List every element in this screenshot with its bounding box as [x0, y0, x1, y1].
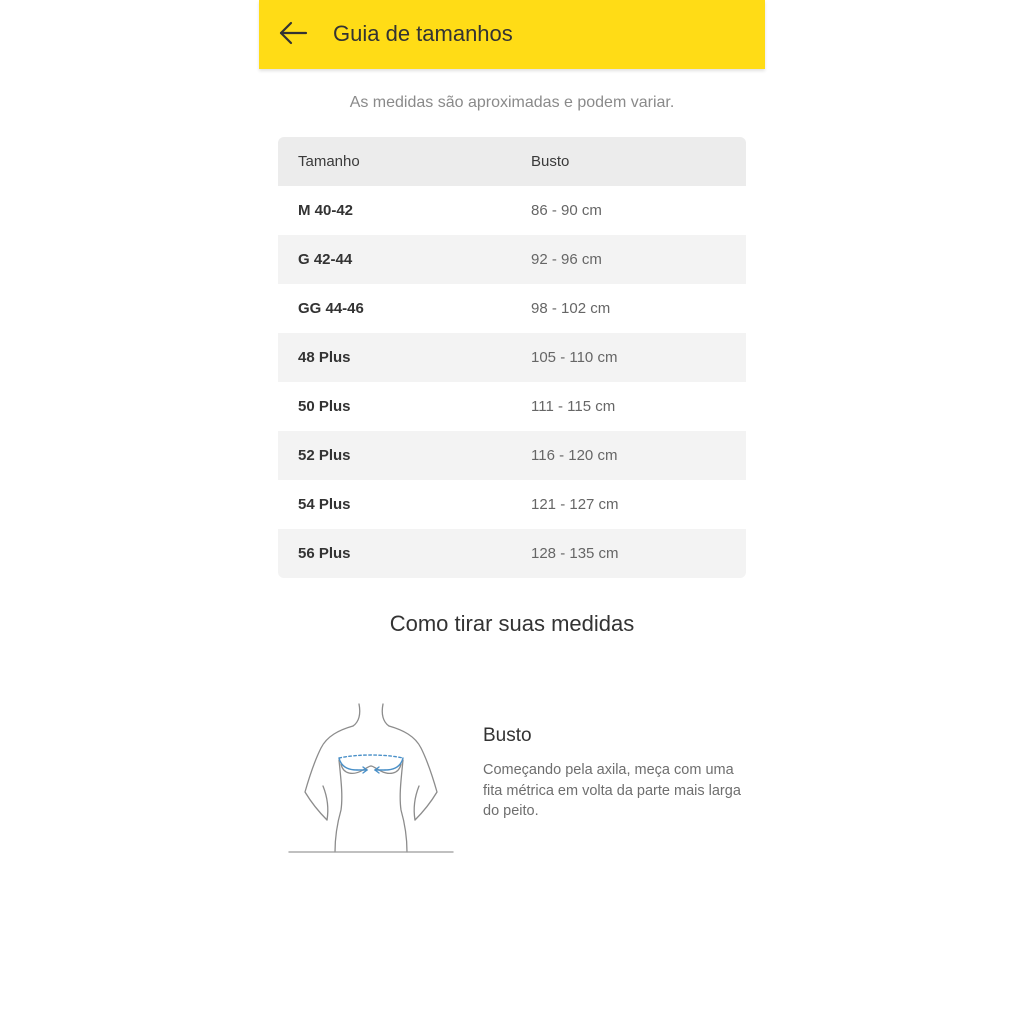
- table-row: [278, 431, 746, 480]
- bust-cell: 92 - 96 cm: [531, 251, 602, 268]
- size-table: [278, 137, 746, 578]
- disclaimer-text: As medidas são aproximadas e podem variar.: [349, 94, 675, 111]
- size-cell: 48 Plus: [298, 349, 351, 366]
- size-cell: 52 Plus: [298, 447, 351, 464]
- size-cell: 56 Plus: [298, 545, 351, 562]
- table-row: [278, 382, 746, 431]
- table-row: [278, 284, 746, 333]
- back-button[interactable]: [273, 16, 313, 54]
- app-bar: [259, 0, 765, 69]
- bust-cell: 128 - 135 cm: [531, 545, 619, 562]
- bust-cell: 111 - 115 cm: [531, 398, 616, 415]
- table-header: [278, 137, 746, 186]
- section-title: Como tirar suas medidas: [389, 611, 635, 636]
- bust-cell: 98 - 102 cm: [531, 300, 611, 317]
- size-cell: GG 44-46: [298, 300, 364, 317]
- table-row: [278, 333, 746, 382]
- table-row: [278, 186, 746, 235]
- size-guide-screen: [259, 0, 765, 1024]
- bust-howto-text: Começando pela axila, meça com uma fita métrica em volta da parte mais larga do peito.: [483, 762, 741, 819]
- torso-bust-measure-icon: [287, 700, 455, 856]
- page-title: Guia de tamanhos: [333, 21, 513, 46]
- size-cell: M 40-42: [298, 202, 354, 219]
- header-bust: Busto: [531, 153, 570, 170]
- bust-cell: 105 - 110 cm: [531, 349, 618, 366]
- table-row: [278, 529, 746, 578]
- header-size: Tamanho: [298, 153, 360, 170]
- arrow-left-icon: [278, 21, 308, 50]
- bust-cell: 121 - 127 cm: [531, 496, 619, 513]
- size-cell: G 42-44: [298, 251, 353, 268]
- size-cell: 50 Plus: [298, 398, 351, 415]
- bust-cell: 116 - 120 cm: [531, 447, 618, 464]
- table-row: [278, 480, 746, 529]
- bust-howto-title: Busto: [483, 725, 532, 746]
- bust-cell: 86 - 90 cm: [531, 202, 602, 219]
- size-cell: 54 Plus: [298, 496, 351, 513]
- table-row: [278, 235, 746, 284]
